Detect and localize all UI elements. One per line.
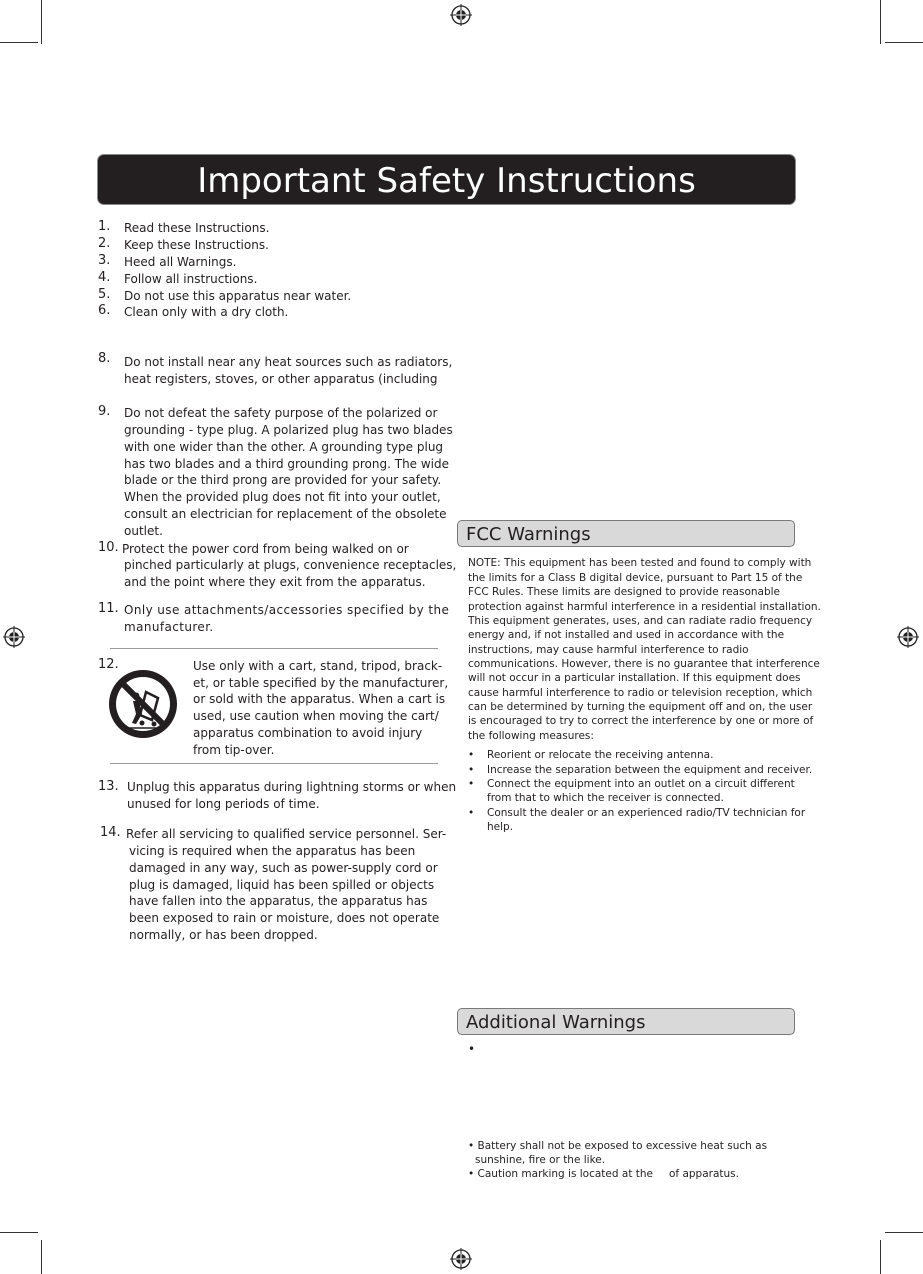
instruction-text: Follow all instructions. [124, 272, 258, 286]
fcc-note-line: energy and, if not installed and used in accordance with the [468, 629, 785, 641]
fcc-measure: Reorient or relocate the receiving antenna. [487, 749, 714, 761]
instruction-text: has two blades and a third grounding prong. The wide [124, 457, 450, 471]
crop-mark [41, 0, 42, 44]
item-number: 6. [98, 303, 111, 318]
additional-warnings-heading: Additional Warnings [457, 1008, 795, 1035]
additional-warning-line: of apparatus. [669, 1168, 739, 1180]
additional-warning-line: • Caution marking is located at the [468, 1168, 654, 1180]
instruction-text: Only use attachments/accessories specified by the [124, 603, 450, 617]
instruction-text: Do not use this apparatus near water. [124, 289, 352, 303]
item-number: 1. [98, 219, 111, 234]
cart-tip-over-warning-icon [106, 668, 180, 740]
instruction-text: normally, or has been dropped. [129, 928, 318, 942]
instruction-text: or sold with the apparatus. When a cart is [193, 692, 446, 706]
item-number: 4. [98, 270, 111, 285]
bullet: • [468, 764, 475, 776]
fcc-note-line: communications. However, there is no guarantee that interference [468, 658, 820, 670]
crop-mark [880, 1240, 881, 1274]
instruction-text: Keep these Instructions. [124, 238, 269, 252]
instruction-text: Protect the power cord from being walked on or [122, 542, 409, 556]
instruction-text: plug is damaged, liquid has been spilled or objects [129, 878, 435, 892]
instruction-text: unused for long periods of time. [127, 797, 320, 811]
instruction-text: et, or table specified by the manufacturer, [193, 676, 449, 690]
instruction-text: outlet. [124, 524, 163, 538]
instruction-text: apparatus combination to avoid injury [193, 726, 423, 740]
fcc-note-line: protection against harmful interference in a residential installation. [468, 601, 821, 613]
instruction-text: manufacturer. [124, 620, 214, 634]
instruction-text: been exposed to rain or moisture, does not operate [129, 911, 440, 925]
item-number: 8. [98, 351, 111, 366]
instruction-text: Use only with a cart, stand, tripod, brack- [193, 659, 443, 673]
additional-warning-line: • Battery shall not be exposed to excessive heat such as [468, 1140, 768, 1152]
instruction-text: When the provided plug does not fit into your outlet, [124, 490, 441, 504]
instruction-text: have fallen into the apparatus, the apparatus has [129, 894, 428, 908]
registration-mark-icon [3, 626, 25, 648]
instruction-text: consult an electrician for replacement of the obsolete [124, 507, 447, 521]
fcc-note-line: This equipment generates, uses, and can radiate radio frequency [468, 615, 813, 627]
registration-mark-icon [450, 1248, 472, 1270]
item-number: 12. [98, 657, 119, 672]
crop-mark [41, 1240, 42, 1274]
instruction-text: Do not defeat the safety purpose of the polarized or [124, 406, 438, 420]
fcc-measure: Increase the separation between the equipment and receiver. [487, 764, 813, 776]
instruction-text: used, use caution when moving the cart/ [193, 709, 439, 723]
fcc-measure: from that to which the receiver is connected. [487, 792, 724, 804]
fcc-note-line: the following measures: [468, 730, 594, 742]
instruction-text: Clean only with a dry cloth. [124, 305, 289, 319]
fcc-measure: Consult the dealer or an experienced radio/TV technician for [487, 807, 806, 819]
fcc-note-line: cause harmful interference to radio or television reception, which [468, 687, 813, 699]
item-number: 3. [98, 253, 111, 268]
crop-mark [885, 1232, 923, 1233]
fcc-note-line: will not occur in a particular installation. If this equipment does [468, 672, 801, 684]
instruction-text: Refer all servicing to qualified service personnel. Ser- [126, 827, 447, 841]
registration-mark-icon [450, 4, 472, 26]
bullet: • [468, 807, 475, 819]
crop-mark [885, 42, 923, 43]
page-title: Important Safety Instructions [98, 155, 795, 204]
instruction-text: grounding - type plug. A polarized plug has two blades [124, 423, 453, 437]
fcc-note-line: NOTE: This equipment has been tested and found to comply with [468, 557, 812, 569]
instruction-text: from tip-over. [193, 743, 275, 757]
item-number: 9. [98, 404, 111, 419]
fcc-note-line: the limits for a Class B digital device, pursuant to Part 15 of the [468, 572, 803, 584]
bullet: • [468, 778, 475, 790]
instruction-text: blade or the third prong are provided for your safety. [124, 473, 442, 487]
item-number: 2. [98, 236, 111, 251]
instruction-text: heat registers, stoves, or other apparatus (including [124, 372, 438, 386]
instruction-text: Do not install near any heat sources such as radiators, [124, 355, 453, 369]
fcc-measure: Connect the equipment into an outlet on a circuit different [487, 778, 795, 790]
instruction-text: Heed all Warnings. [124, 255, 237, 269]
bullet: • [468, 749, 475, 761]
instruction-text: Unplug this apparatus during lightning storms or when [127, 780, 457, 794]
registration-mark-icon [897, 626, 919, 648]
additional-warning-line: sunshine, fire or the like. [475, 1154, 606, 1166]
item-number: 14. [100, 825, 121, 840]
fcc-measure: help. [487, 821, 514, 833]
crop-mark [0, 1232, 38, 1233]
instruction-text: damaged in any way, such as power-supply cord or [129, 861, 438, 875]
fcc-note-line: instructions, may cause harmful interference to radio [468, 644, 749, 656]
instruction-text: with one wider than the other. A grounding type plug [124, 440, 444, 454]
item-number: 10. [98, 540, 119, 555]
item-number: 13. [98, 779, 119, 794]
crop-mark [880, 0, 881, 44]
fcc-warnings-heading: FCC Warnings [457, 520, 795, 547]
instruction-text: vicing is required when the apparatus has been [129, 844, 416, 858]
instruction-text: Read these Instructions. [124, 221, 270, 235]
instruction-text: pinched particularly at plugs, convenience receptacles, [124, 558, 457, 572]
fcc-note-line: is encouraged to try to correct the interference by one or more of [468, 715, 814, 727]
crop-mark [0, 42, 38, 43]
item-number: 11. [98, 601, 119, 616]
bullet: • [468, 1042, 476, 1056]
divider [110, 648, 438, 649]
fcc-note-line: can be determined by turning the equipment off and on, the user [468, 701, 813, 713]
instruction-text: and the point where they exit from the apparatus. [124, 575, 426, 589]
fcc-note-line: FCC Rules. These limits are designed to provide reasonable [468, 586, 781, 598]
item-number: 5. [98, 287, 111, 302]
divider [110, 763, 438, 764]
